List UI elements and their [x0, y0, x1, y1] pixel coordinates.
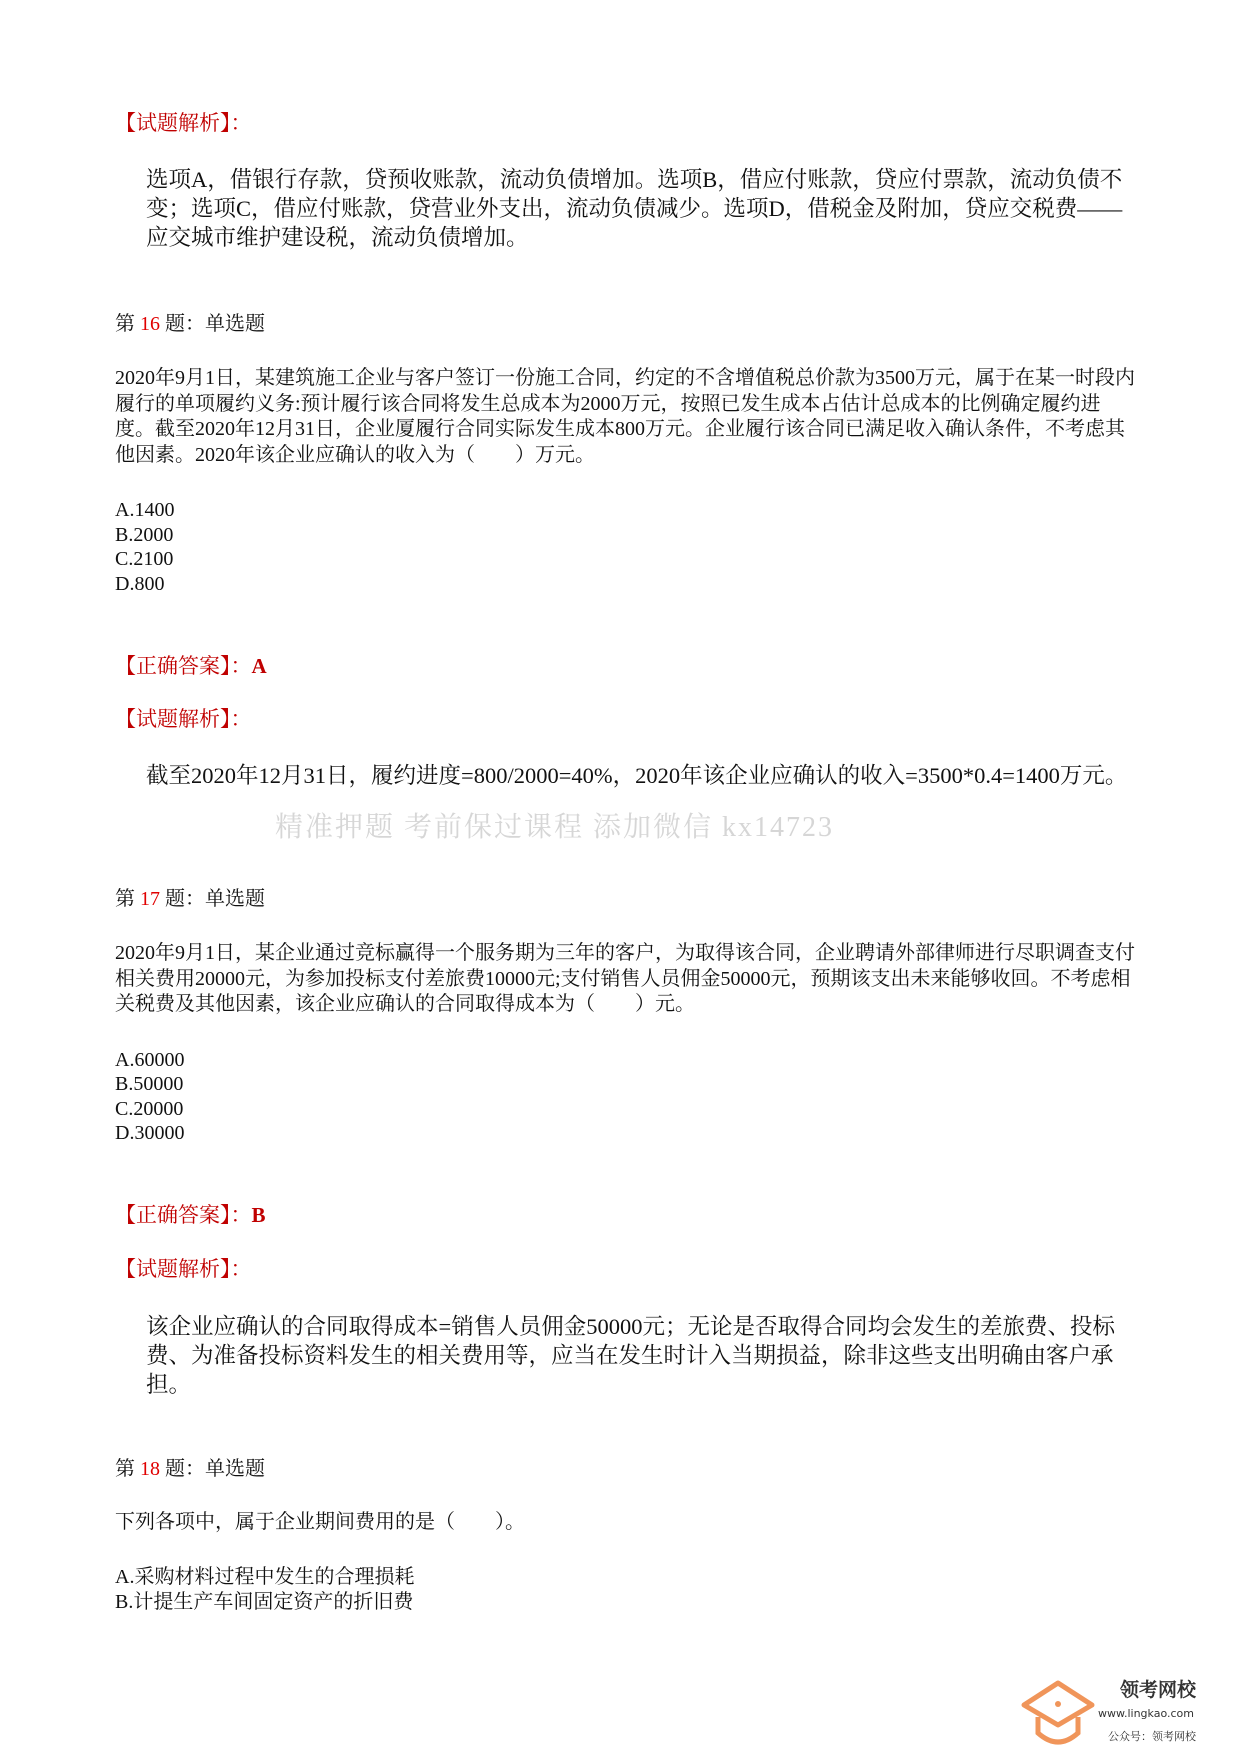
question-header: 第 17 题：单选题 [115, 888, 265, 910]
logo-url: www.lingkao.com [1098, 1707, 1194, 1720]
analysis-label: 【试题解析】： [115, 1256, 252, 1281]
analysis-text: 该企业应确认的合同取得成本=销售人员佣金50000元；无论是否取得合同均会发生的差旅费、投标费、为准备投标资料发生的相关费用等，应当在发生时计入当期损益，除非这些支出明确由客户承担。 [146, 1313, 1115, 1397]
question-text: 下列各项中，属于企业期间费用的是（ ）。 [115, 1510, 525, 1533]
option-c[interactable]: C.2100 [115, 548, 174, 570]
option-a[interactable]: A.采购材料过程中发生的合理损耗 [115, 1566, 415, 1588]
correct-answer: 【正确答案】：A [115, 654, 267, 678]
option-b[interactable]: B.50000 [115, 1073, 184, 1095]
question-text: 2020年9月1日，某建筑施工企业与客户签订一份施工合同，约定的不含增值税总价款为3500万元，属于在某一时段内履行的单项履约义务:预计履行该合同将发生总成本为2000万元，按照已发生成本占估计总成本的比例确定履约进度。截至2020年12月31日，企业厦履行合同实际发生成本800万元。企业履行该合同已满足收入确认条件，不考虑其他因素。2020年该企业应确认的收入为（ ）万元。 [115, 367, 1135, 466]
option-c[interactable]: C.20000 [115, 1097, 184, 1120]
option-list [115, 1565, 1155, 1614]
graduation-cap-icon [1020, 1679, 1096, 1749]
option-b[interactable]: B.2000 [115, 523, 174, 546]
analysis-label: 【试题解析】： [115, 707, 252, 731]
logo-wechat: 公众号：领考网校 [1108, 1730, 1196, 1743]
option-a[interactable]: A.1400 [115, 499, 175, 521]
option-d[interactable]: D.30000 [115, 1122, 185, 1144]
analysis-text: 截至2020年12月31日，履约进度=800/2000=40%，2020年该企业应确认的收入=3500*0.4=1400万元。 [146, 763, 1128, 788]
option-d[interactable]: D.800 [115, 572, 165, 595]
watermark: 精准押题 考前保过课程 添加微信 kx14723 [275, 812, 835, 843]
analysis-text: 选项A，借银行存款，贷预收账款，流动负债增加。选项B，借应付账款，贷应付票款，流动负债不变；选项C，借应付账款，贷营业外支出，流动负债减少。选项D，借税金及附加，贷应交税费——应交城市维护建设税，流动负债增加。 [146, 167, 1123, 250]
option-b[interactable]: B.计提生产车间固定资产的折旧费 [115, 1590, 414, 1613]
analysis-label: 【试题解析】： [115, 111, 252, 135]
document-body [115, 0, 1155, 1614]
option-list [115, 1048, 1155, 1146]
question-header: 第 18 题：单选题 [115, 1457, 265, 1480]
question-header: 第 16 题：单选题 [115, 313, 265, 335]
option-list [115, 498, 1155, 596]
question-text: 2020年9月1日，某企业通过竞标赢得一个服务期为三年的客户，为取得该合同，企业聘请外部律师进行尽职调查支付相关费用20000元，为参加投标支付差旅费10000元;支付销售人员佣金50000元，预期该支出未来能够收回。不考虑相关税费及其他因素，该企业应确认的合同取得成本为（ ）元。 [115, 942, 1135, 1015]
lingkao-logo [1020, 1675, 1235, 1753]
logo-name: 领考网校 [1120, 1679, 1197, 1701]
option-a[interactable]: A.60000 [115, 1048, 185, 1071]
correct-answer: 【正确答案】：B [115, 1202, 266, 1227]
